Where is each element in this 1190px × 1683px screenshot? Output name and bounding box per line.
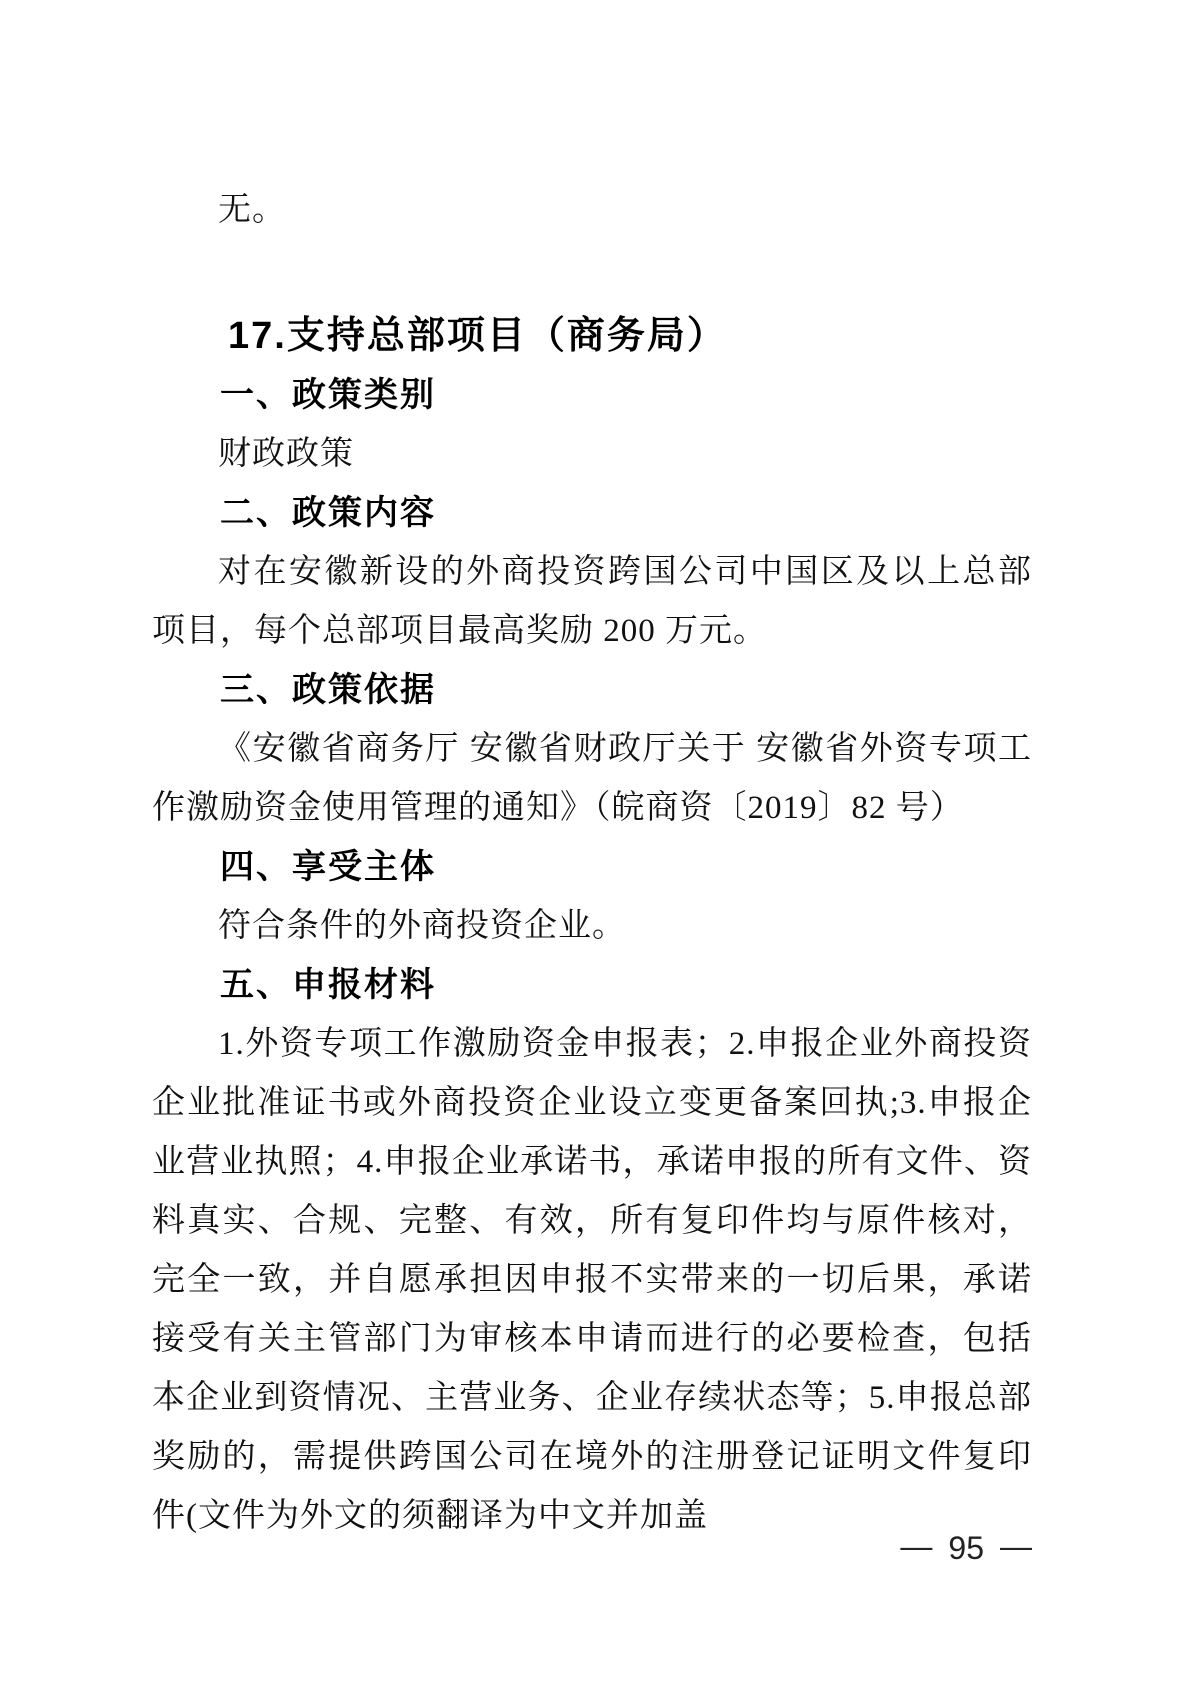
section-paragraph-policy-category: 财政政策 [218,436,354,472]
section-paragraph-beneficiaries: 符合条件的外商投资企业。 [218,908,626,944]
section-heading-application-materials: 五、申报材料 [220,967,436,1004]
intro-paragraph: 无。 [218,192,286,228]
document-title: 17.支持总部项目（商务局） [228,315,727,357]
section-paragraph-policy-basis: 《安徽省商务厅 安徽省财政厅关于 安徽省外资专项工作激励资金使用管理的通知》（皖商资〔2019〕82 号） [152,731,1032,826]
footer-dash-right: — [1000,1528,1032,1564]
section-heading-policy-basis: 三、政策依据 [220,672,436,709]
section-heading-policy-content: 二、政策内容 [220,495,436,532]
section-heading-policy-category: 一、政策类别 [220,377,436,414]
section-paragraph-policy-content: 对在安徽新设的外商投资跨国公司中国区及以上总部项目，每个总部项目最高奖励 200 万元。 [152,554,1032,649]
footer-dash-left: — [900,1528,933,1564]
page-footer [900,1530,1032,1567]
page-number: 95 [948,1530,984,1566]
section-heading-beneficiaries: 四、享受主体 [220,849,436,886]
section-paragraph-application-materials: 1.外资专项工作激励资金申报表；2.申报企业外商投资企业批准证书或外商投资企业设立变更备案回执;3.申报企业营业执照；4.申报企业承诺书，承诺申报的所有文件、资料真实、合规、完整、有效，所有复印件均与原件核对，完全一致，并自愿承担因申报不实带来的一切后果，承诺接受有关主管部门为审核本申请而进行的必要检查，包括本企业到资情况、主营业务、企业存续状态等；5.申报总部奖励的，需提供跨国公司在境外的注册登记证明文件复印件(文件为外文的须翻译为中文并加盖 [152,1026,1032,1534]
document-content [152,181,1032,1546]
